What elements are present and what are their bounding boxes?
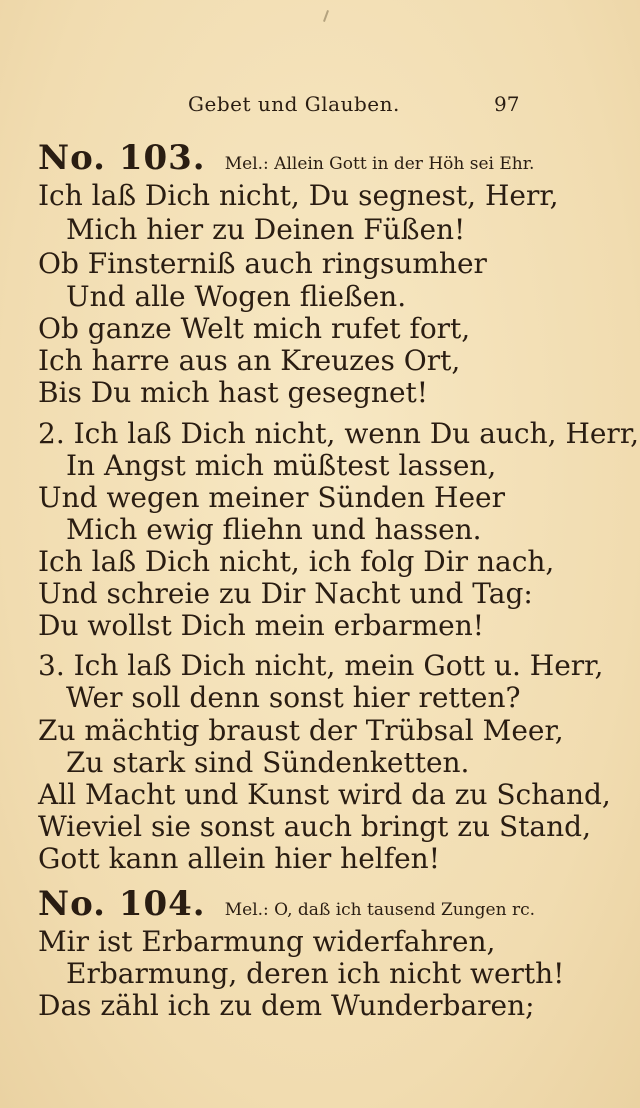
verse-line: Das zähl ich zu dem Wunderbaren; [38,989,535,1022]
verse-line: 2. Ich laß Dich nicht, wenn Du auch, Herr, [38,417,640,450]
verse-line: Mich hier zu Deinen Füßen! [66,213,466,246]
running-title: Gebet und Glauben. [188,92,400,116]
verse-line: Wer soll denn sonst hier retten? [66,681,521,714]
hymn-103-heading [38,138,534,178]
verse-line: Ob Finsterniß auch ringsumher [38,247,487,280]
verse-line: 3. Ich laß Dich nicht, mein Gott u. Herr, [38,649,604,682]
verse-line: Und alle Wogen fließen. [66,280,407,313]
verse-line: Bis Du mich hast gesegnet! [38,376,429,409]
verse-line: Gott kann allein hier helfen! [38,842,440,875]
verse-line: Zu stark sind Sündenketten. [66,746,470,779]
verse-line: Mir ist Erbarmung widerfahren, [38,925,496,958]
verse-line: Erbarmung, deren ich nicht werth! [66,957,565,990]
verse-line: Mich ewig fliehn und hassen. [66,513,482,546]
page-number: 97 [494,92,520,116]
verse-line: Ob ganze Welt mich rufet fort, [38,312,471,345]
verse-line: Zu mächtig braust der Trübsal Meer, [38,714,564,747]
verse-line: Und wegen meiner Sünden Heer [38,481,506,514]
verse-line: Du wollst Dich mein erbarmen! [38,609,485,642]
paper-mark [323,10,329,22]
verse-line: Ich laß Dich nicht, ich folg Dir nach, [38,545,555,578]
melody-note: Mel.: Allein Gott in der Höh sei Ehr. [224,154,535,174]
melody-note: Mel.: O, daß ich tausend Zungen rc. [224,900,536,920]
verse-line: All Macht und Kunst wird da zu Schand, [38,778,611,811]
verse-line: Wieviel sie sonst auch bringt zu Stand, [38,810,591,843]
verse-line: In Angst mich müßtest lassen, [66,449,497,482]
hymn-number: No. 104. [38,884,206,924]
verse-line: Ich harre aus an Kreuzes Ort, [38,344,461,377]
verse-line: Und schreie zu Dir Nacht und Tag: [38,577,533,610]
hymn-number: No. 103. [38,138,206,178]
hymn-104-heading [38,884,535,924]
verse-line: Ich laß Dich nicht, Du segnest, Herr, [38,179,559,212]
page-header [0,92,640,120]
